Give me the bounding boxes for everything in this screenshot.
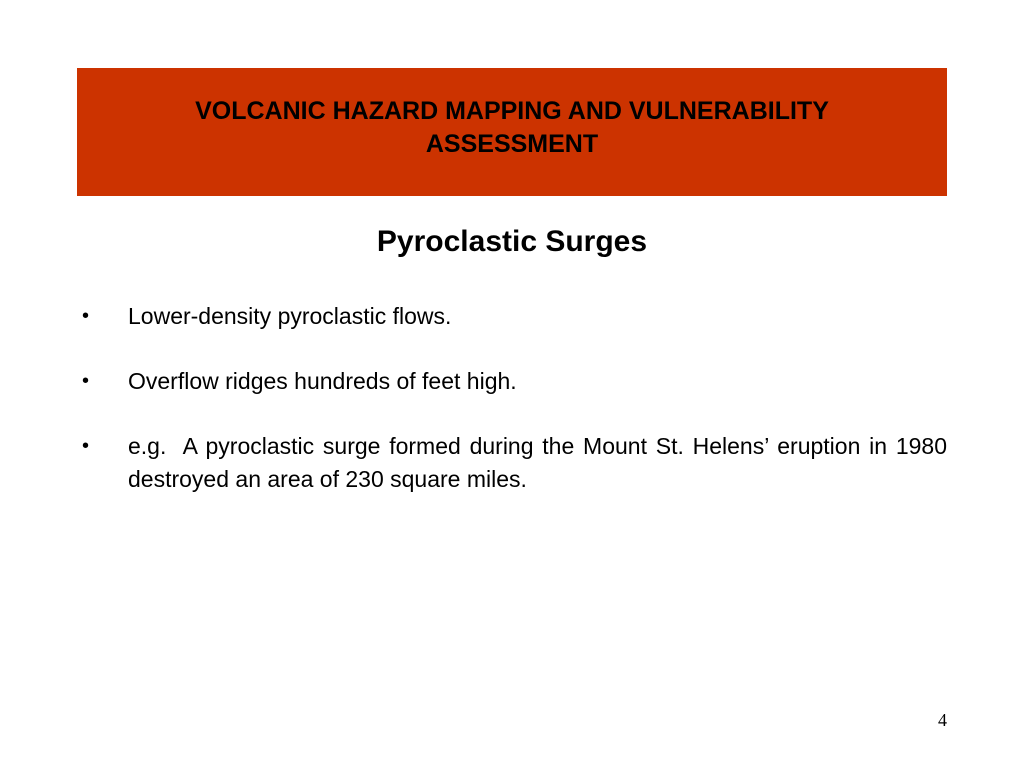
- slide-title: VOLCANIC HAZARD MAPPING AND VULNERABILITY ASSESSMENT: [195, 97, 829, 158]
- bullet-icon: •: [82, 435, 90, 457]
- bullet-item: [77, 430, 954, 496]
- page-number: 4: [938, 710, 947, 730]
- bullet-icon: •: [82, 370, 90, 392]
- title-banner: [77, 68, 947, 196]
- slide-subtitle: Pyroclastic Surges: [376, 225, 648, 258]
- bullet-text: Overflow ridges hundreds of feet high.: [128, 368, 517, 394]
- bullet-text: e.g. A pyroclastic surge formed during the Mount St. Helens’ eruption in 1980 destroyed an area of 230 square miles.: [128, 433, 954, 492]
- bullet-icon: •: [82, 305, 90, 327]
- bullet-item: [77, 300, 947, 333]
- bullet-text: Lower-density pyroclastic flows.: [128, 303, 452, 329]
- bullet-item: [77, 365, 947, 398]
- bullet-list: [77, 300, 954, 496]
